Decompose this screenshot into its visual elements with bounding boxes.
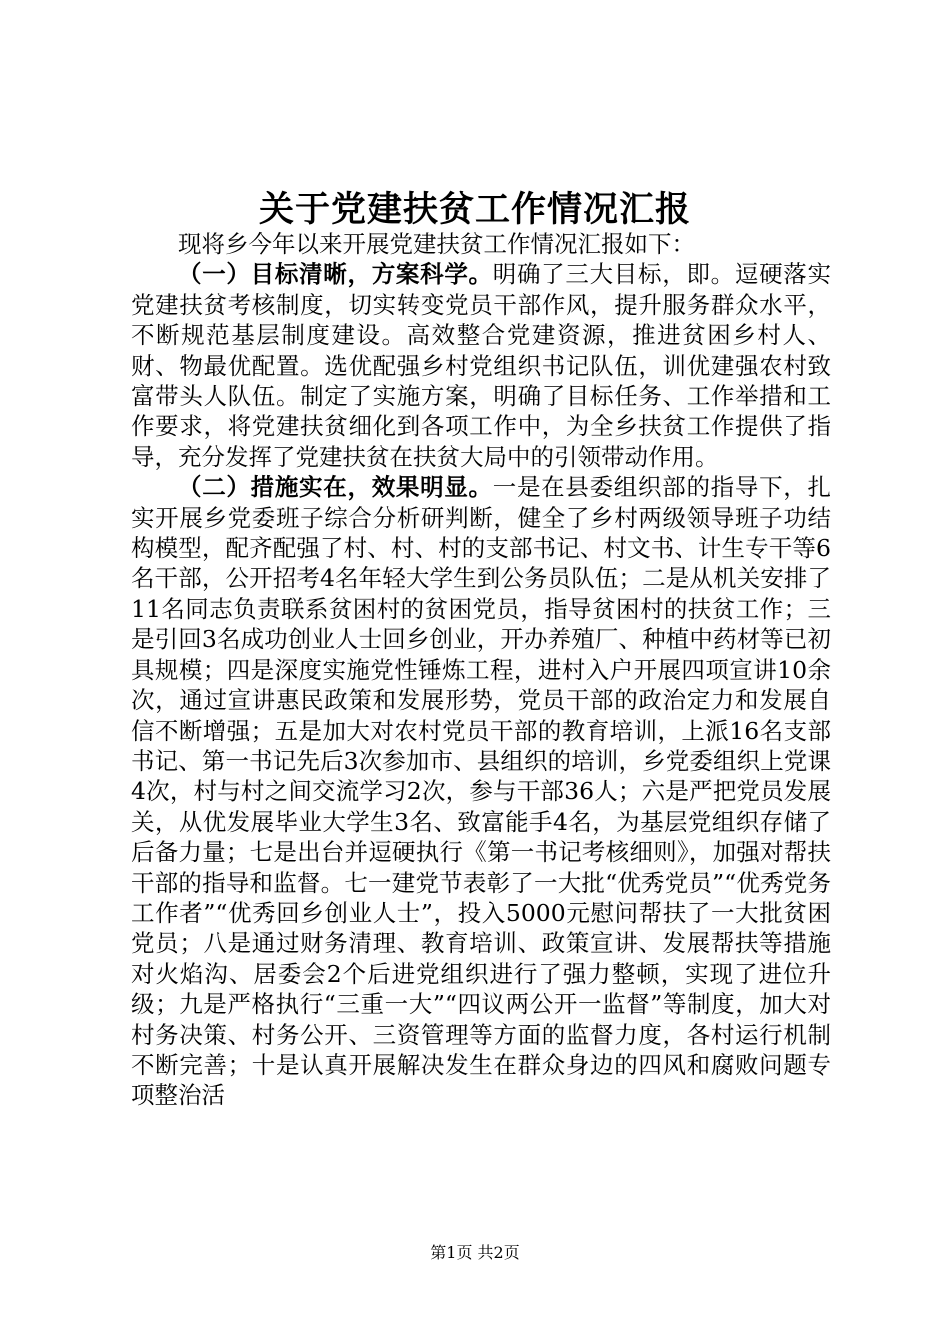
document-title: 关于党建扶贫工作情况汇报 <box>258 189 691 230</box>
page-number-total: 共2页 <box>477 1243 520 1262</box>
section-heading-2: （二）措施实在，效果明显。 <box>178 473 493 502</box>
section-paragraph-2 <box>131 472 831 1111</box>
section-text-2: 一是在县委组织部的指导下，扎实开展乡党委班子综合分析研判断，健全了乡村两级领导班子功结构模型，配齐配强了村、村、村的支部书记、村文书、计生专干等6名干部，公开招考4名年轻大学生到公务员队伍；二是从机关安排了11名同志负责联系贫困村的贫困党员，指导贫困村的扶贫工作；三是引回3名成功创业人士回乡创业，开办养殖厂、种植中药材等已初具规模；四是深度实施党性锤炼工程，进村入户开展四项宣讲10余次，通过宣讲惠民政策和发展形势，党员干部的政治定力和发展自信不断增强；五是加大对农村党员干部的教育培训，上派16名支部书记、第一书记先后3次参加市、县组织的培训，乡党委组织上党课4次，村与村之间交流学习2次，参与干部36人；六是严把党员发展关，从优发展毕业大学生3名、致富能手4名，为基层党组织存储了后备力量；七是出台并逗硬执行《第一书记考核细则》，加强对帮扶干部的指导和监督。七一建党节表彰了一大批“优秀党员”“优秀党务工作者”“优秀回乡创业人士”，投入5000元慰问帮扶了一大批贫困党员；八是通过财务清理、教育培训、政策宣讲、发展帮扶等措施对火焰沟、居委会2个后进党组织进行了强力整顿，实现了进位升级；九是严格执行“三重一大”“四议两公开一监督”等制度，加大对村务决策、村务公开、三资管理等方面的监督力度，各村运行机制不断完善；十是认真开展解决发生在群众身边的四风和腐败问题专项整治活 <box>131 473 831 1110</box>
section-text-1: 明确了三大目标，即。逗硬落实党建扶贫考核制度，切实转变党员干部作风，提升服务群众水平，不断规范基层制度建设。高效整合党建资源，推进贫困乡村人、财、物最优配置。选优配强乡村党组织书记队伍，训优建强农村致富带头人队伍。制定了实施方案，明确了目标任务、工作举措和工作要求，将党建扶贫细化到各项工作中，为全乡扶贫工作提供了指导，充分发挥了党建扶贫在扶贫大局中的引领带动作用。 <box>131 260 831 471</box>
page-footer <box>0 1241 950 1265</box>
page-number-current: 第1页 <box>430 1243 473 1262</box>
intro-paragraph: 现将乡今年以来开展党建扶贫工作情况汇报如下： <box>178 230 695 258</box>
section-paragraph-1 <box>131 259 831 472</box>
document-body <box>131 229 831 1111</box>
section-heading-1: （一）目标清晰，方案科学。 <box>178 260 493 289</box>
